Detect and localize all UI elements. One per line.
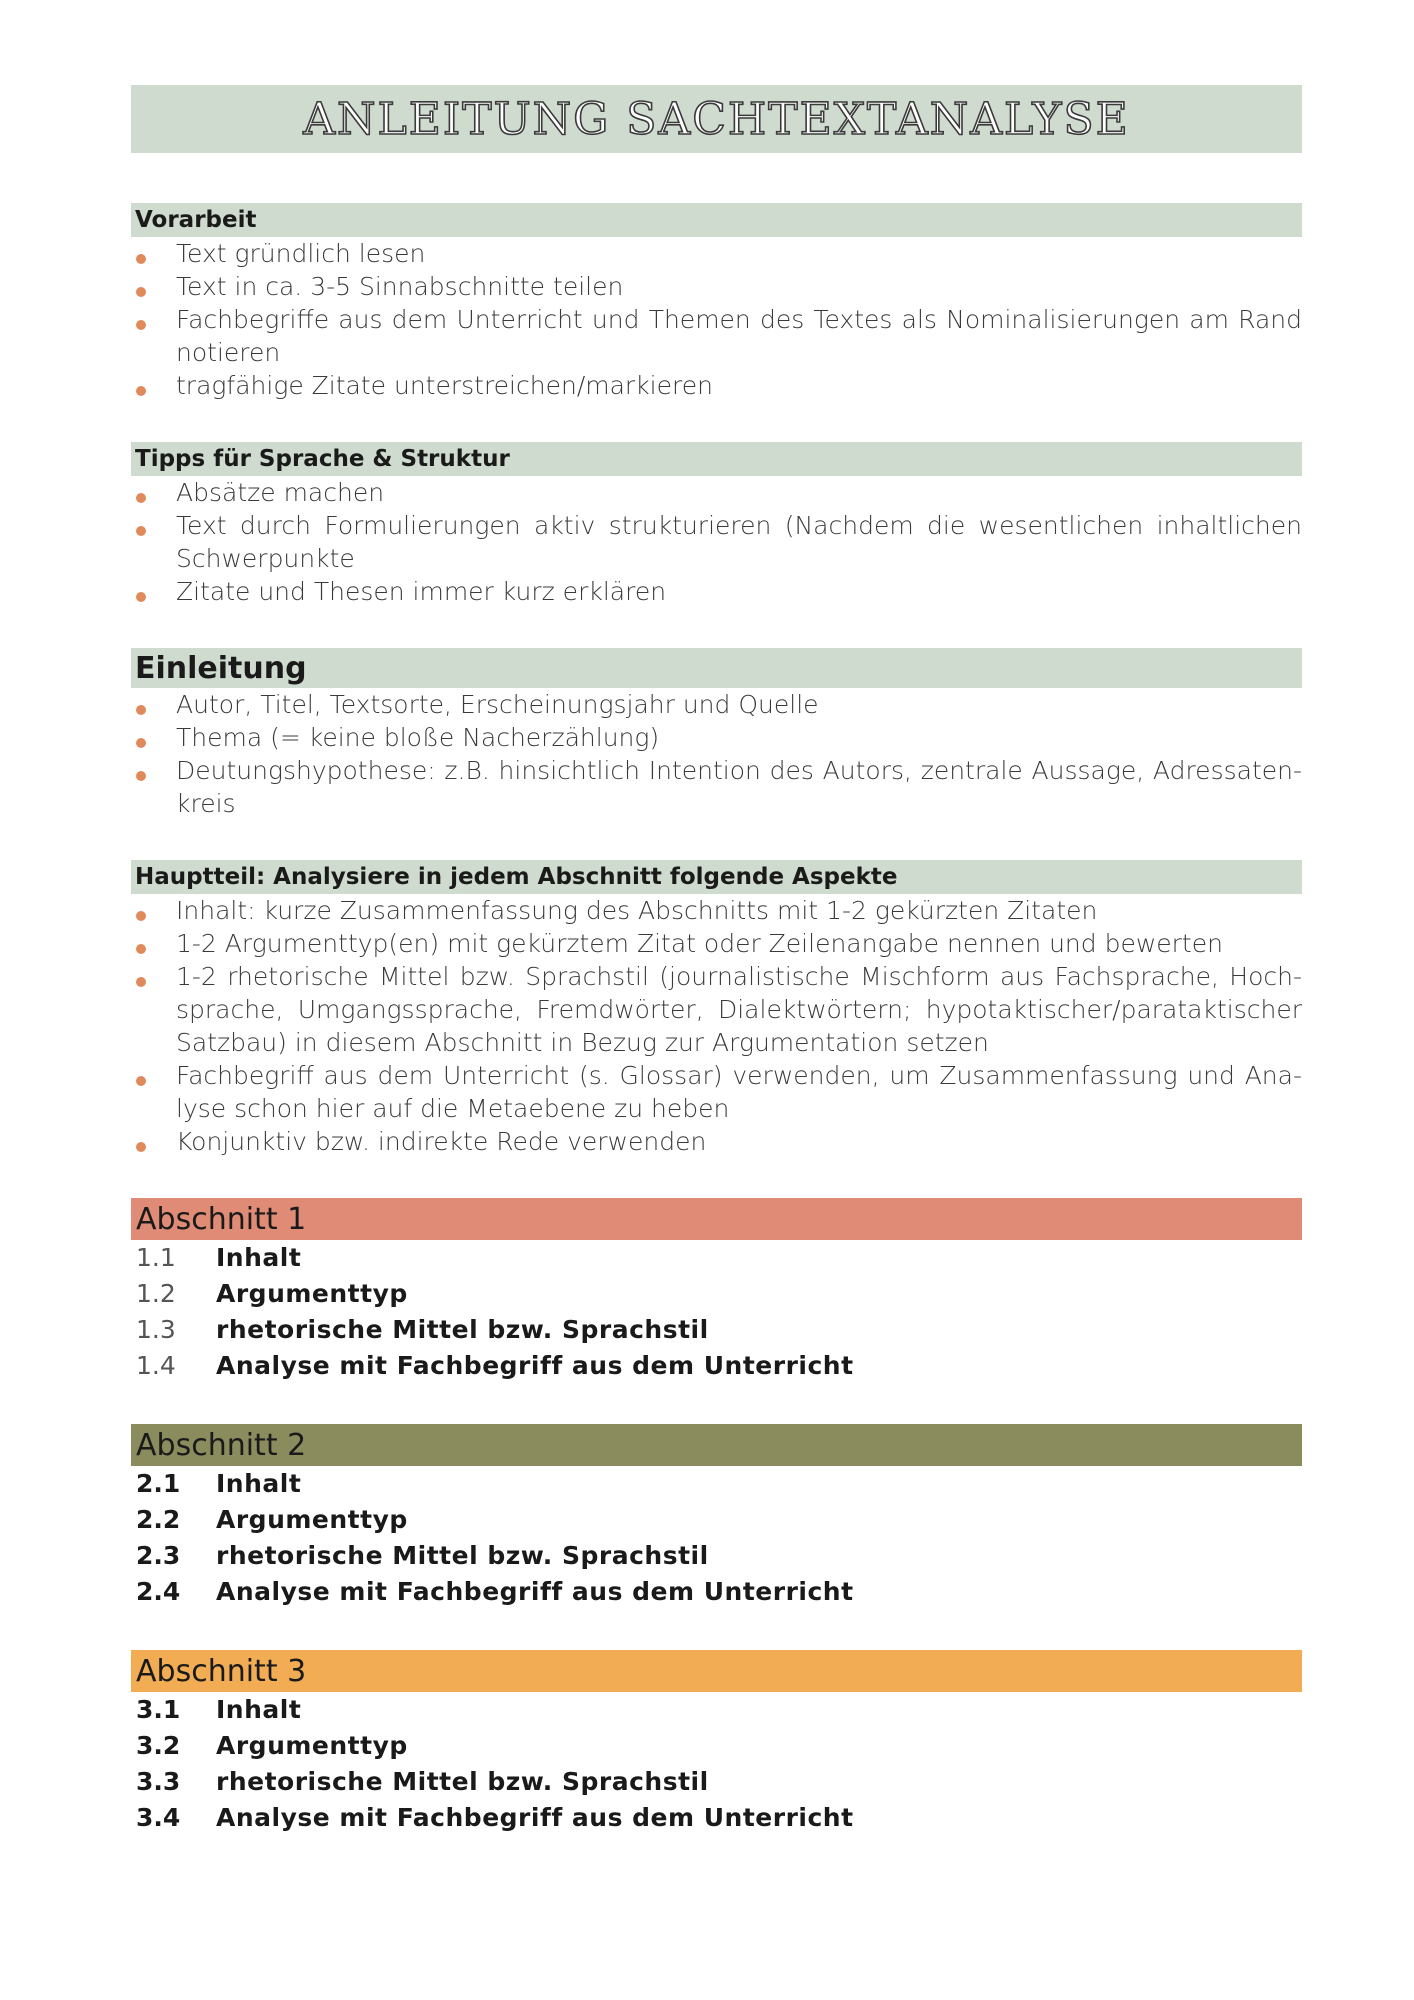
- list-item-text: Absätze machen: [176, 478, 385, 507]
- list-item: [131, 1800, 1302, 1836]
- item-label: Inhalt: [216, 1469, 302, 1498]
- list-item: [131, 476, 1302, 509]
- item-label: Argumenttyp: [216, 1731, 408, 1760]
- item-number: 3.4: [136, 1803, 181, 1832]
- bullet-list-vorarbeit: [131, 237, 1302, 402]
- list-item: [131, 688, 1302, 721]
- bullet-dot-icon: [136, 1142, 146, 1152]
- section-abschnitt-2: [131, 1424, 1302, 1610]
- section-hauptteil: [131, 860, 1302, 1158]
- item-label: Analyse mit Fachbegriff aus dem Unterricht: [216, 1577, 854, 1606]
- item-number: 1.4: [136, 1351, 176, 1380]
- section-einleitung: [131, 648, 1302, 820]
- item-number: 2.3: [136, 1541, 181, 1570]
- section-heading-abschnitt-3: Abschnitt 3: [131, 1650, 1302, 1692]
- section-heading-tipps: Tipps für Sprache & Struktur: [131, 442, 1302, 476]
- bullet-dot-icon: [136, 493, 146, 503]
- list-item: [131, 237, 1302, 270]
- list-item-text: Inhalt: kurze Zusammenfassung des Abschnitts mit 1-2 gekürzten Zitaten: [176, 896, 1098, 925]
- item-number: 2.2: [136, 1505, 181, 1534]
- sub-list-abschnitt-3: [131, 1692, 1302, 1836]
- item-label: Argumenttyp: [216, 1505, 408, 1534]
- list-item-text: Text gründlich lesen: [176, 239, 426, 268]
- list-item: [131, 721, 1302, 754]
- list-item-text: Text durch Formulierungen aktiv strukturieren (Nachdem die wesentlichen inhaltlichen Schwerpunkte: [176, 511, 1302, 573]
- bullet-dot-icon: [136, 592, 146, 602]
- list-item: [131, 270, 1302, 303]
- document-page: [131, 85, 1302, 1836]
- list-item-text: Fachbegriff aus dem Unterricht (s. Glossar) verwenden, um Zusammenfassung und Ana-lyse schon hier auf die Metaebene zu heben: [176, 1061, 1302, 1123]
- bullet-dot-icon: [136, 705, 146, 715]
- item-label: Analyse mit Fachbegriff aus dem Unterricht: [216, 1803, 854, 1832]
- bullet-dot-icon: [136, 738, 146, 748]
- bullet-list-einleitung: [131, 688, 1302, 820]
- bullet-dot-icon: [136, 526, 146, 536]
- bullet-dot-icon: [136, 386, 146, 396]
- bullet-dot-icon: [136, 320, 146, 330]
- list-item: [131, 1059, 1302, 1125]
- list-item: [131, 1728, 1302, 1764]
- list-item: [131, 1502, 1302, 1538]
- section-heading-vorarbeit: Vorarbeit: [131, 203, 1302, 237]
- list-item: [131, 1466, 1302, 1502]
- list-item: [131, 1692, 1302, 1728]
- bullet-dot-icon: [136, 254, 146, 264]
- item-label: Analyse mit Fachbegriff aus dem Unterricht: [216, 1351, 854, 1380]
- item-number: 2.4: [136, 1577, 181, 1606]
- list-item-text: Fachbegriffe aus dem Unterricht und Themen des Textes als Nominalisierungen am Rand notieren: [176, 305, 1302, 367]
- bullet-dot-icon: [136, 1076, 146, 1086]
- bullet-dot-icon: [136, 977, 146, 987]
- section-heading-abschnitt-2: Abschnitt 2: [131, 1424, 1302, 1466]
- list-item-text: Autor, Titel, Textsorte, Erscheinungsjahr und Quelle: [176, 690, 819, 719]
- list-item-text: Zitate und Thesen immer kurz erklären: [176, 577, 667, 606]
- bullet-dot-icon: [136, 911, 146, 921]
- list-item: [131, 1764, 1302, 1800]
- section-vorarbeit: [131, 203, 1302, 402]
- bullet-list-tipps: [131, 476, 1302, 608]
- list-item-text: 1-2 Argumenttyp(en) mit gekürztem Zitat oder Zeilenangabe nennen und bewerten: [176, 929, 1223, 958]
- list-item-text: Deutungshypothese: z.B. hinsichtlich Intention des Autors, zentrale Aussage, Adressaten-kreis: [176, 756, 1302, 818]
- item-label: rhetorische Mittel bzw. Sprachstil: [216, 1315, 709, 1344]
- section-heading-abschnitt-1: Abschnitt 1: [131, 1198, 1302, 1240]
- list-item: [131, 575, 1302, 608]
- list-item: [131, 1538, 1302, 1574]
- item-number: 2.1: [136, 1469, 181, 1498]
- list-item: [131, 1125, 1302, 1158]
- section-heading-einleitung: Einleitung: [131, 648, 1302, 688]
- list-item-text: Konjunktiv bzw. indirekte Rede verwenden: [176, 1127, 707, 1156]
- title-banner: [131, 85, 1302, 153]
- list-item: [131, 960, 1302, 1059]
- section-tipps: [131, 442, 1302, 608]
- item-number: 3.2: [136, 1731, 181, 1760]
- item-label: rhetorische Mittel bzw. Sprachstil: [216, 1541, 709, 1570]
- item-number: 1.3: [136, 1315, 176, 1344]
- list-item: [131, 369, 1302, 402]
- list-item: [131, 894, 1302, 927]
- item-label: Inhalt: [216, 1695, 302, 1724]
- list-item: [131, 1312, 1302, 1348]
- bullet-dot-icon: [136, 771, 146, 781]
- page-title: ANLEITUNG SACHTEXTANALYSE: [303, 93, 1130, 145]
- section-abschnitt-3: [131, 1650, 1302, 1836]
- item-number: 1.1: [136, 1243, 176, 1272]
- list-item-text: Thema (= keine bloße Nacherzählung): [176, 723, 660, 752]
- item-label: rhetorische Mittel bzw. Sprachstil: [216, 1767, 709, 1796]
- list-item: [131, 927, 1302, 960]
- sub-list-abschnitt-1: [131, 1240, 1302, 1384]
- list-item: [131, 1348, 1302, 1384]
- section-heading-hauptteil: Hauptteil: Analysiere in jedem Abschnitt folgende Aspekte: [131, 860, 1302, 894]
- item-number: 3.1: [136, 1695, 181, 1724]
- list-item: [131, 754, 1302, 820]
- item-number: 1.2: [136, 1279, 176, 1308]
- list-item: [131, 1276, 1302, 1312]
- section-abschnitt-1: [131, 1198, 1302, 1384]
- item-number: 3.3: [136, 1767, 181, 1796]
- bullet-dot-icon: [136, 287, 146, 297]
- list-item: [131, 1574, 1302, 1610]
- bullet-dot-icon: [136, 944, 146, 954]
- item-label: Inhalt: [216, 1243, 302, 1272]
- sub-list-abschnitt-2: [131, 1466, 1302, 1610]
- bullet-list-hauptteil: [131, 894, 1302, 1158]
- list-item-text: 1-2 rhetorische Mittel bzw. Sprachstil (journalistische Mischform aus Fachsprache, Hoch-sprache, Umgangssprache, Fremdwörter, Dialektwörtern; hypotaktischer/parataktischer Satzbau) in diesem Abschnitt in Bezug zur Argumentation setzen: [176, 962, 1302, 1057]
- list-item: [131, 303, 1302, 369]
- list-item: [131, 509, 1302, 575]
- list-item-text: Text in ca. 3-5 Sinnabschnitte teilen: [176, 272, 624, 301]
- list-item: [131, 1240, 1302, 1276]
- list-item-text: tragfähige Zitate unterstreichen/markieren: [176, 371, 713, 400]
- item-label: Argumenttyp: [216, 1279, 408, 1308]
